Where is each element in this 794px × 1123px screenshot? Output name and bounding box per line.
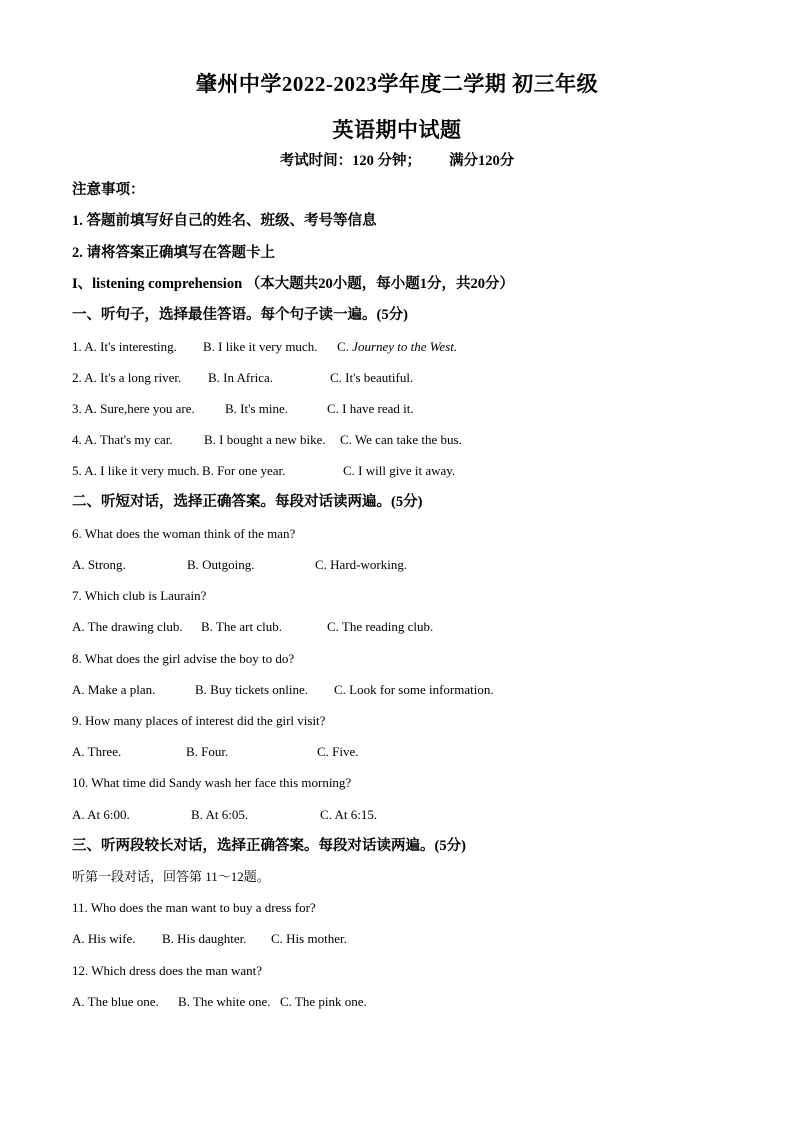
option-b: B. I bought a new bike. [204,432,326,447]
question-stem: 6. What does the woman think of the man? [72,526,296,541]
question-options [72,993,367,1011]
question-row [72,369,413,387]
question-row [72,462,455,480]
option-b: B. I like it very much. [203,339,318,354]
option-a: A. Three. [72,744,122,759]
option-a: 4. A. That's my car. [72,432,173,447]
option-c: C. The pink one. [280,994,367,1009]
question-stem: 9. How many places of interest did the girl visit? [72,713,326,728]
question-row [72,338,457,356]
option-c: C. Look for some information. [334,682,494,697]
option-a: 5. A. I like it very much. [72,463,200,478]
option-b: B. In Africa. [208,370,273,385]
question-stem: 11. Who does the man want to buy a dress for? [72,900,316,915]
exam-title: 肇州中学2022-2023学年度二学期 初三年级 [195,72,599,96]
question-row [72,400,414,418]
section-heading: 一、听句子，选择最佳答语。每个句子读一遍。(5分) [72,307,408,323]
option-c: C. Five. [317,744,359,759]
option-a: A. His wife. [72,931,136,946]
note-item: 2. 请将答案正确填写在答题卡上 [72,245,275,261]
option-c: C. His mother. [271,931,347,946]
section-instruction: 听第一段对话，回答第 11～12题。 [72,869,270,884]
notes-heading: 注意事项： [72,182,145,198]
question-options [72,556,407,574]
option-c: C. We can take the bus. [340,432,462,447]
option-a: A. Make a plan. [72,682,156,697]
option-a: A. Strong. [72,557,126,572]
question-stem: 7. Which club is Laurain? [72,588,207,603]
exam-score: 满分120分 [449,153,515,169]
option-c: C. Hard-working. [315,557,408,572]
book-title: Journey to the West. [352,339,458,354]
question-options [72,930,347,948]
option-c: C. I will give it away. [343,463,456,478]
option-c: C. The reading club. [327,619,434,634]
option-c: C. It's beautiful. [330,370,414,385]
option-c-prefix: C. [337,339,353,354]
option-b: B. The white one. [178,994,271,1009]
option-b: B. At 6:05. [191,807,249,822]
question-stem: 10. What time did Sandy wash her face this morning? [72,775,352,790]
option-a: 1. A. It's interesting. [72,339,177,354]
option-a: 3. A. Sure,here you are. [72,401,195,416]
section-heading: 三、听两段较长对话，选择正确答案。每段对话读两遍。(5分) [72,838,466,854]
option-c: C. I have read it. [327,401,414,416]
section-heading: 二、听短对话，选择正确答案。每段对话读两遍。(5分) [72,494,423,510]
option-c: C. At 6:15. [320,807,378,822]
option-b: B. His daughter. [162,931,247,946]
option-b: B. For one year. [202,463,286,478]
question-options [72,743,359,761]
exam-info [0,149,794,170]
question-options [72,618,433,636]
option-b: B. Four. [186,744,229,759]
option-a: A. At 6:00. [72,807,130,822]
question-row [72,431,462,449]
option-b: B. It's mine. [225,401,289,416]
option-a: A. The drawing club. [72,619,183,634]
question-stem: 8. What does the girl advise the boy to do? [72,651,295,666]
question-options [72,681,494,699]
question-stem: 12. Which dress does the man want? [72,963,263,978]
note-item: 1. 答题前填写好自己的姓名、班级、考号等信息 [72,213,377,229]
option-b: B. Outgoing. [187,557,255,572]
option-b: B. Buy tickets online. [195,682,309,697]
exam-time: 考试时间：120 分钟； [279,153,422,169]
exam-subject-title: 英语期中试题 [332,118,462,142]
part-heading: I、listening comprehension （本大题共20小题，每小题1分，共20分） [72,276,515,292]
option-a: A. The blue one. [72,994,159,1009]
option-b: B. The art club. [201,619,282,634]
option-c [337,338,457,356]
question-options [72,806,377,824]
option-a: 2. A. It's a long river. [72,370,182,385]
